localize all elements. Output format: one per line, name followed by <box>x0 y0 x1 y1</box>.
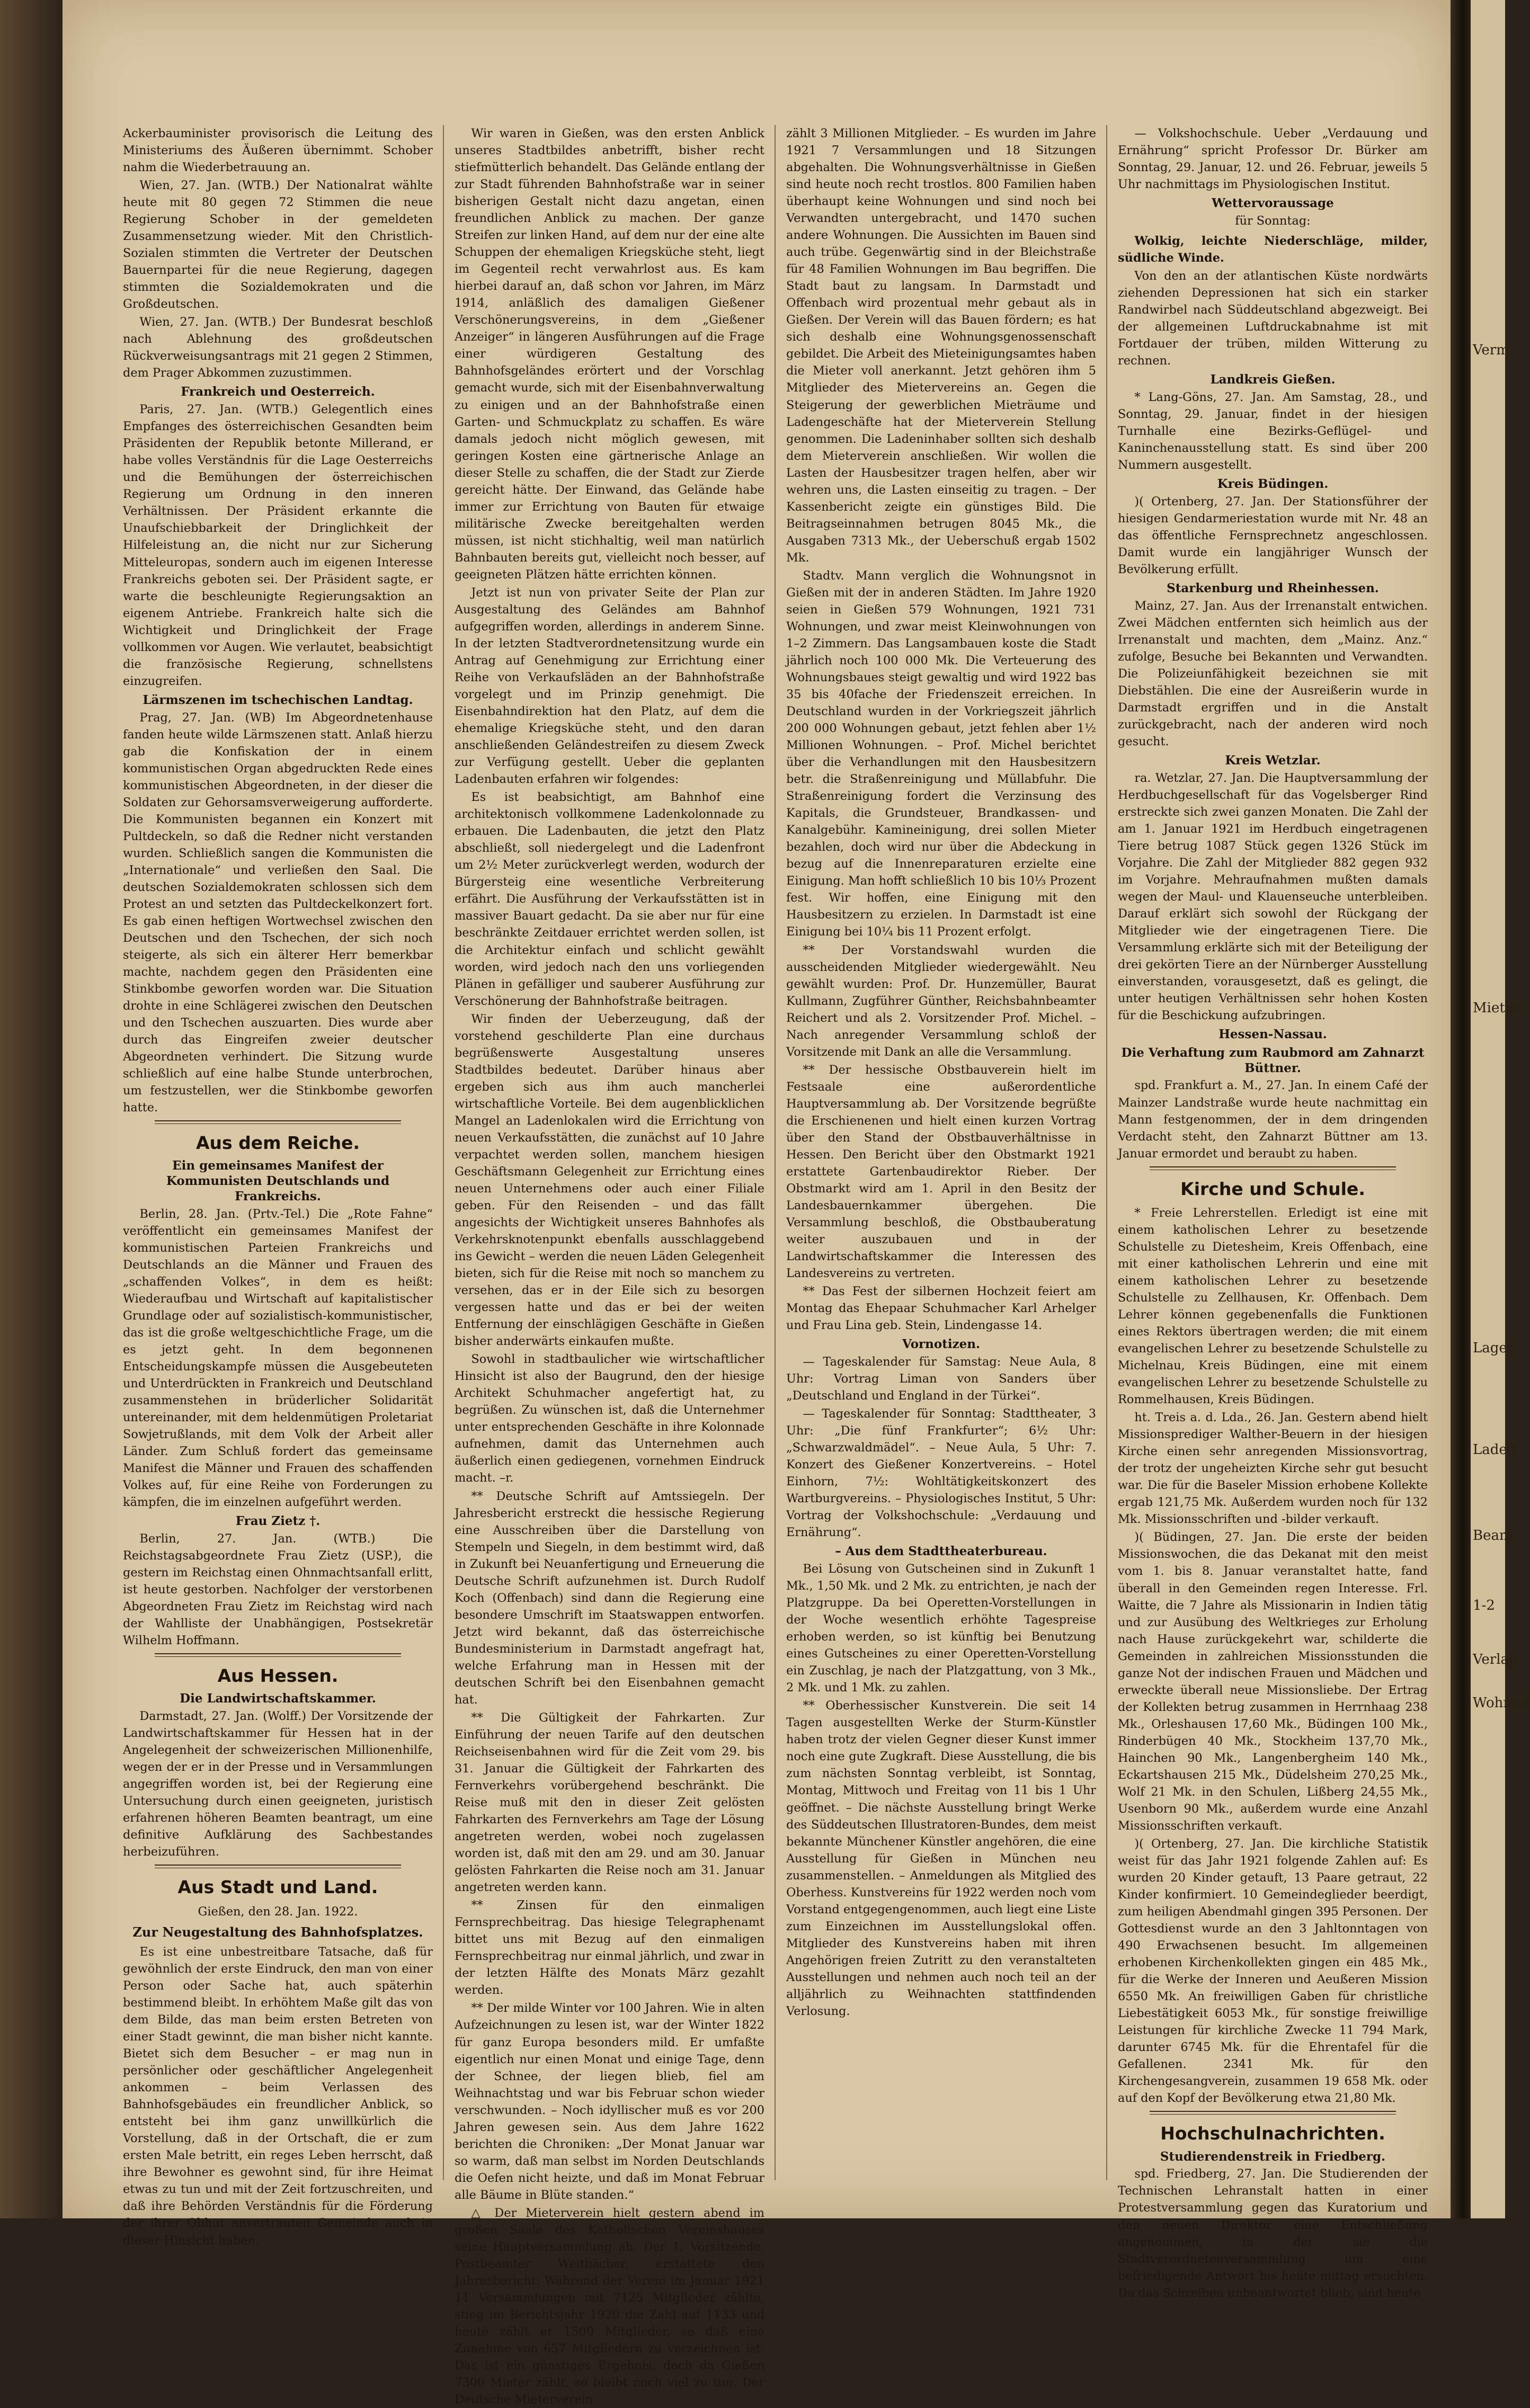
section-divider <box>155 1120 401 1124</box>
article-headline: Starkenburg und Rheinhessen. <box>1167 581 1379 595</box>
article-headline: Kreis Wetzlar. <box>1225 753 1321 768</box>
article-paragraph: Stadtv. Mann verglich die Wohnungsnot in Gießen mit der in anderen Städten. Im Jahre 1920 seien in Gießen 579 Wohnungen, 1921 731 Wohnungen, und zwar meist Kleinwohnungen von 1–2 Zimmern. Das Langsambauen koste die Stadt jährlich noch 100 000 Mk. Die Verteuerung des Wohnungsbaues steigt gewaltig und wird 1922 bas 35 bis 40fache der Friedenszeit erreichen. In Deutschland wurden in der Vorkriegszeit jährlich 200 000 Wohnungen gebaut, jetzt fehlen aber 1½ Millionen Wohnungen. – Prof. Michel berichtet über die Verhandlungen mit den Hausbesitzern betr. die Straßenreinigung und Müllabfuhr. Die Straßenreinigung fordert die Verzinsung des Kapitals, die Grundsteuer, Brandkassen- und Kanalgebühr. Kamineinigung, drei sollen Mieter bezahlen, doch wird nur über die Abdeckung in bezug auf die Innenreparaturen erzielte eine Einigung. Man hofft schließlich 10 bis 10⅓ Prozent fest. Wir hoffen, eine Einigung mit den Hausbesitzern zu erzielen. In Darmstadt ist eine Einigung bei 10¼ bis 11 Prozent erfolgt. <box>786 568 1096 939</box>
article-paragraph: Ackerbauminister provisorisch die Leitung des Ministeriums des Äußeren übernimmt. Schober nahm die Wiederbetrauung an. <box>123 127 433 175</box>
article-paragraph: Es ist eine unbestreitbare Tatsache, daß für gewöhnlich der erste Eindruck, den man von einer Person oder Sache hat, auch späterhin bestimmend bleibt. In erhöhtem Maße gilt das von dem Bilde, das man beim ersten Betreten von einer Stadt gewinnt, die man bisher nicht kannte. Bietet sich dem Besucher – er mag nun in persönlicher oder geschäftlicher Angelegenheit ankommen – beim Verlassen des Bahnhofsgebäudes ein freundlicher Anblick, so entsteht bei ihm ganz unwillkürlich die Vorstellung, daß in der Ortschaft, die er zum ersten Male betritt, ein reges Leben herrscht, daß ihre Bewohner es gewohnt sind, für ihre Heimat etwas zu tun und mit der Zeit fortzuschreiten, und daß ihre Behörden Verständnis für die Förderung der ihrer Obhut anvertrauten Gemeinde auch in dieser Hinsicht haben. <box>123 1945 433 2248</box>
column-3 <box>786 125 1096 2180</box>
neighbor-fragment: Beam <box>1473 1528 1513 1544</box>
article-headline: – Aus dem Stadttheaterbureau. <box>835 1544 1047 1559</box>
section-title: Aus Stadt und Land. <box>177 1877 378 1898</box>
article-headline: Die Verhaftung zum Raubmord am Zahnarzt Büttner. <box>1121 1045 1425 1075</box>
article-paragraph: ** Oberhessischer Kunstverein. Die seit 14 Tagen ausgestellten Werke der Sturm-Künstler haben trotz der vielen Gegner dieser Kunst immer noch eine gute Zugkraft. Diese Ausstellung, die bis zum nächsten Sonntag verbleibt, ist Sonntag, Montag, Mittwoch und Freitag von 11 bis 1 Uhr geöffnet. – Die nächste Ausstellung bringt Werke des Süddeutschen Illustratoren-Bundes, dem meist bekannte Münchener Künstler angehören, die eine Ausstellung für Gießen in München neu zusammenstellen. – Anmeldungen als Mitglied des Oberhess. Kunstvereins für 1922 werden noch vom Vorstand entgegengenommen, auch liegt eine Liste zum Einzeichnen im Ausstellungslokal offen. Mitglieder des Kunstvereins haben mit ihren Angehörigen freien Zutritt zu den veranstalteten Ausstellungen und nehmen auch noch teil an der alljährlich zu Weihnachten stattfindenden Verlosung. <box>786 1699 1096 2018</box>
article-paragraph: — Volkshochschule. Ueber „Verdauung und Ernährung“ spricht Professor Dr. Bürker am Sonntag, 29. Januar, 12. und 26. Februar, jeweils 5 Uhr nachmittags im Physiologischen Institut. <box>1118 127 1428 192</box>
article-paragraph: Wolkig, leichte Niederschläge, milder, südliche Winde. <box>1118 234 1428 265</box>
dateline: Gießen, den 28. Jan. 1922. <box>198 1904 358 1919</box>
neighbor-fragment: Wohnun <box>1473 1695 1530 1711</box>
article-paragraph: Berlin, 28. Jan. (Prtv.-Tel.) Die „Rote Fahne“ veröffentlicht ein gemeinsames Manifest der kommunistischen Parteien Frankreichs und Deutschlands an die Männer und Frauen des „schaffenden Volkes“, in dem es heißt: Wiederaufbau und Wirtschaft auf kapitalistischer Grundlage oder auf sozialistisch-kommunistischer, das ist die große weltgeschichtliche Frage, um die es jetzt geht. In dem begonnenen Entscheidungskampfe müssen die Ausgebeuteten und Unterdrückten in Frankreich und Deutschland zusammenstehen in brüderlicher Solidarität untereinander, mit dem heldenmütigen Proletariat Sowjetrußlands, mit dem Volk der Arbeit aller Länder. Zum Schluß fordert das gemeinsame Manifest die Männer und Frauen des schaffenden Volkes auf, für eine Reihe von Forderungen zu kämpfen, die im einzelnen aufgeführt werden. <box>123 1207 433 1510</box>
article-paragraph: Mainz, 27. Jan. Aus der Irrenanstalt entwichen. Zwei Mädchen entfernten sich heimlich aus der Irrenanstalt und machten, dem „Mainz. Anz.“ zufolge, Besuche bei Bekannten und Verwandten. Die Polizeiunfähigkeit bezeichnen sie mit Diebstählen. Die eine der Ausreißerin wurde in Darmstadt ergriffen und in die Anstalt zurückgebracht, nach der anderen wird noch gesucht. <box>1118 599 1428 748</box>
article-paragraph: — Tageskalender für Sonntag: Stadttheater, 3 Uhr: „Die fünf Frankfurter“; 6½ Uhr: „Schwarzwaldmädel“. – Neue Aula, 5 Uhr: 7. Konzert des Gießener Konzertvereins. – Hotel Einhorn, 7½: Wohltätigkeitskonzert des Wartburgvereins. – Physiologisches Institut, 5 Uhr: Vortrag der Volkshochschule: „Verdauung und Ernährung“. <box>786 1407 1096 1540</box>
article-paragraph: )( Büdingen, 27. Jan. Die erste der beiden Missionswochen, die das Dekanat mit den meist vom 1. bis 8. Januar veranstaltet hatte, fand überall in den Gemeinden regen Interesse. Frl. Waitte, die 7 Jahre als Missionarin in Indien tätig und zur Ausübung des Weltkrieges zur Erholung nach Hause zurückgekehrt war, schilderte die Gemeinden in zahlreichen Missionsstunden die ganze Not der indischen Frauen und Mädchen und erweckte überall neue Missionsliebe. Der Ertrag der Kollekten betrug zusammen in Herrnhaag 238 Mk., Orleshausen 17,60 Mk., Büdingen 100 Mk., Rinderbügen 40 Mk., Stockheim 137,70 Mk., Hainchen 90 Mk., Langenbergheim 140 Mk., Eckartshausen 215 Mk., Düdelsheim 270,25 Mk., Wolf 21 Mk. in den Schulen, Lißberg 24,55 Mk., Usenborn 90 Mk., außerdem wurde eine Anzahl Missionsschriften verkauft. <box>1118 1530 1428 1833</box>
article-paragraph: Jetzt ist nun von privater Seite der Plan zur Ausgestaltung des Geländes am Bahnhof aufgegriffen worden, allerdings in anderem Sinne. In der letzten Stadtverordnetensitzung wurde ein Antrag auf Genehmigung zur Errichtung einer Reihe von Verkaufsläden an der Bahnhofstraße vorgelegt und im Prinzip genehmigt. Die Eisenbahndirektion hat den Platz, auf dem die ehemalige Kriegsküche steht, und den daran anschließenden Geländestreifen zu diesem Zweck zur Verfügung gestellt. Ueber die geplanten Ladenbauten erfahren wir folgendes: <box>455 585 764 787</box>
article-paragraph: spd. Friedberg, 27. Jan. Die Studierenden der Technischen Lehranstalt hatten in einer Protestversammlung gegen das Kuratorium und den neuen Direktor eine Entschließung angenommen, in der sie die Stadtverordnetenversammlung um eine befriedigende Antwort bis heute mittag ersuchten. Da das Schreiben unbeantwortet blieb, sind heute <box>1118 2167 1428 2300</box>
article-paragraph: ** Das Fest der silbernen Hochzeit feiert am Montag das Ehepaar Schuhmacher Karl Arhelger und Frau Lina geb. Stein, Lindengasse 14. <box>786 1285 1096 1333</box>
section-divider <box>1150 1166 1396 1170</box>
section-divider <box>155 1865 401 1868</box>
article-paragraph: Prag, 27. Jan. (WB) Im Abgeordnetenhause fanden heute wilde Lärmszenen statt. Anlaß hierzu gab die Konfiskation der in einem kommunistischen Organ abgedruckten Rede eines kommunistischen Abgeordneten, in der dieser die Soldaten zur Gehorsamsverweigerung aufforderte. Die Kommunisten begannen ein Konzert mit Pultdeckeln, so daß die Redner nicht verstanden wurden. Schließlich sangen die Kommunisten die „Internationale“ und verließen den Saal. Die deutschen Sozialdemokraten schlossen sich dem Protest an und setzten das Pultdeckelkonzert fort. Es gab einen heftigen Wortwechsel zwischen den Deutschen und den Tschechen, der sich noch steigerte, als sich ein älterer Herr bemerkbar machte, nachdem gegen den Präsidenten eine Stinkbombe geworfen worden war. Die Situation drohte in eine Schlägerei zwischen den Deutschen und den Tschechen auszuarten. Dies wurde aber durch das Eingreifen zweier deutscher Abgeordneten verhindert. Die Sitzung wurde schließlich auf eine halbe Stunde unterbrochen, um festzustellen, wer die Stinkbombe geworfen hatte. <box>123 710 433 1115</box>
article-paragraph: zählt 3 Millionen Mitglieder. – Es wurden im Jahre 1921 7 Versammlungen und 18 Sitzungen abgehalten. Die Wohnungsverhältnisse in Gießen sind heute noch recht trostlos. 800 Familien haben überhaupt keine Wohnungen und sind noch bei Verwandten untergebracht, und 1470 suchen andere Wohnungen. Die Aussichten im Bauen sind auch trübe. Gegenwärtig sind in der Bleichstraße für 48 Familien Wohnungen im Bau begriffen. Die Stadt baut zu langsam. In Darmstadt und Offenbach wird prozentual mehr gebaut als in Gießen. Der Verein will das Bauen fördern; es hat sich deshalb eine Wohnungsgenossenschaft gebildet. Die Arbeit des Mieteinigungsamtes haben die Mieter voll anerkannt. Jetzt gehören ihm 5 Mitglieder des Mietervereins an. Gegen die Steigerung der gewerblichen Mieträume und Ladengeschäfte hat der Mieterverein Stellung genommen. Die Ladeninhaber sollten sich deshalb dem Mieterverein anschließen. Wir wollen die Lasten der Hausbesitzer tragen helfen, aber wir wehren uns, die Lasten einseitig zu tragen. – Der Kassenbericht zeigte ein günstiges Bild. Die Beitragseinnahmen betrugen 8045 Mk., die Ausgaben 7313 Mk., der Ueberschuß ergab 1502 Mk. <box>786 127 1096 565</box>
binding-edge <box>0 0 63 2218</box>
column-1 <box>123 125 433 2248</box>
article-paragraph: ** Zinsen für den einmaligen Fernsprechbeitrag. Das hiesige Telegraphenamt bittet uns mit Bezug auf den einmaligen Fernsprechbeitrag nur einmal jährlich, und zwar in der letzten Hälfte des Monats März gezahlt werden. <box>455 1898 764 1997</box>
section-title: Kirche und Schule. <box>1180 1178 1365 1199</box>
article-paragraph: ht. Treis a. d. Lda., 26. Jan. Gestern abend hielt Missionsprediger Walther-Beuern in der hiesigen Kirche einen sehr anregenden Missionsvortrag, der trotz der ungeheizten Kirche sehr gut besucht war. Die für die Baseler Mission erhobene Kollekte ergab 121,75 Mk. Außerdem wurden noch für 132 Mk. Missionsschriften und -bilder verkauft. <box>1118 1411 1428 1527</box>
section-divider <box>155 1653 401 1657</box>
neighbor-fragment: Laden <box>1473 1442 1516 1458</box>
article-paragraph: Wien, 27. Jan. (WTB.) Der Nationalrat wählte heute mit 80 gegen 72 Stimmen die neue Regierung Schober in der gemeldeten Zusammensetzung wieder. Mit den Christlich-Sozialen stimmten die Vertreter der Deutschen Bauernpartei für die neue Regierung, dagegen stimmten die Sozialdemokraten und die Großdeutschen. <box>123 179 433 311</box>
neighbor-fragment: 1-2 <box>1473 1598 1495 1613</box>
article-paragraph: Es ist beabsichtigt, am Bahnhof eine architektonisch vollkommene Ladenkolonnade zu erbauen. Die Ladenbauten, die jetzt den Platz abschließt, soll niedergelegt und die Ladenfront um 2½ Meter zurückverlegt werden, wodurch der Bürgersteig eine wesentliche Verbreiterung erfährt. Die Ausführung der Verkaufsstätten ist in massiver Bauart gedacht. Da sie aber nur für eine beschränkte Zeitdauer errichtet werden sollen, ist die Architektur einfach und schlicht gewählt worden, wird jedoch nach den uns vorliegenden Plänen in gefälliger und sauberer Ausführung zur Verschönerung der Bahnhofstraße beitragen. <box>455 790 764 1008</box>
neighbor-fragment: Verm <box>1473 342 1509 358</box>
article-paragraph: Berlin, 27. Jan. (WTB.) Die Reichstagsabgeordnete Frau Zietz (USP.), die gestern im Reichstag einen Ohnmachtsanfall erlitt, ist heute gestorben. Nachfolger der verstorbenen Abgeordneten Frau Zietz im Reichstag wird nach der Wahlliste der Unabhängigen, Postsekretär Wilhelm Hoffmann. <box>123 1532 433 1648</box>
column-rule <box>443 125 444 2180</box>
article-paragraph: Wien, 27. Jan. (WTB.) Der Bundesrat beschloß nach Ablehnung des großdeutschen Rückverweisungsantrags mit 21 gegen 2 Stimmen, dem Prager Abkommen zuzustimmen. <box>123 315 433 380</box>
section-title: Aus dem Reiche. <box>195 1132 360 1154</box>
article-paragraph: Von den an der atlantischen Küste nordwärts ziehenden Depressionen hat sich ein starker Randwirbel nach Süddeutschland abgezweigt. Bei der allgemeinen Luftdruckabnahme ist mit Fortdauer der trüben, milden Witterung zu rechnen. <box>1118 269 1428 368</box>
article-headline: Die Landwirtschaftskammer. <box>180 1691 376 1706</box>
article-paragraph: ** Deutsche Schrift auf Amtssiegeln. Der Jahresbericht erstreckt die hessische Regierung eine Ausschreiben über die Darstellung von Stempeln und Siegeln, in dem bestimmt wird, daß in Zukunft bei Neuanfertigung und Erneuerung die Deutsche Schrift aufzunehmen ist. Durch Rudolf Koch (Offenbach) sind dann die Regierung eine besondere Umschrift im Staatswappen entworfen. Jetzt wird bekannt, daß das österreichische Bundesministerium in Darmstadt angefragt hat, welche Erfahrung man in Hessen mit der deutschen Schrift bei den Eisenbahnen gemacht hat. <box>455 1489 764 1707</box>
article-paragraph: Paris, 27. Jan. (WTB.) Gelegentlich eines Empfanges des österreichischen Gesandten beim Präsidenten der Republik betonte Millerand, er habe volles Verständnis für die Lage Oesterreichs und die Bemühungen der österreichischen Regierung um Ordnung in den inneren Verhältnissen. Der Präsident erkannte die Unaufschiebbarkeit der Dringlichkeit der Hilfeleistung an, die nicht nur zur Sicherung Mitteleuropas, sondern auch im eigenen Interesse Frankreichs geboten sei. Der Präsident sagte, er warte die beschleunigte Regierungsaktion an eigenem Antriebe. Frankreich halte sich die Wichtigkeit und Dringlichkeit der Frage vollkommen vor Augen. Wie verlautet, beabsichtigt die französische Regierung, schnellstens einzugreifen. <box>123 403 433 688</box>
article-headline: Hessen-Nassau. <box>1218 1027 1327 1042</box>
article-paragraph: )( Ortenberg, 27. Jan. Die kirchliche Statistik weist für das Jahr 1921 folgende Zahlen auf: Es wurden 20 Kinder getauft, 13 Paare getraut, 22 Kinder konfirmiert. 10 Gemeindeglieder beerdigt, zum heiligen Abendmahl gingen 395 Personen. Der Gottesdienst wurde an den 3 Jahltonntagen von 490 Erwachsenen besucht. Im allgemeinen erhobenen Kirchenkollekten gingen ein 485 Mk., für die Werke der Inneren und Aeußeren Mission 6550 Mk. An freiwilligen Gaben für christliche Liebestätigkeit 6053 Mk., für sonstige freiwillige Leistungen für kirchliche Zwecke 11 794 Mark, darunter 6745 Mk. für die Ehrentafel für die Gefallenen. 2341 Mk. für den Kirchengesangverein, zusammen 19 658 Mk. oder auf den Kopf der Bevölkerung etwa 21,80 Mk. <box>1118 1836 1428 2106</box>
article-headline: Vornotizen. <box>902 1337 981 1352</box>
article-paragraph: )( Ortenberg, 27. Jan. Der Stationsführer der hiesigen Gendarmeriestation wurde mit Nr. 48 an das öffentliche Fernsprechnetz angeschlossen. Damit wurde ein langjähriger Wunsch der Bevölkerung erfüllt. <box>1118 494 1428 576</box>
article-paragraph: Darmstadt, 27. Jan. (Wolff.) Der Vorsitzende der Landwirtschaftskammer für Hessen hat in der Angelegenheit der schweizerischen Millionenhilfe, wegen der er in der Presse und in Versammlungen angegriffen worden ist, bei der Regierung eine Untersuchung durch einen geeigneten, juristisch erfahrenen höheren Beamten beantragt, um eine definitive Aufklärung des Sachbestandes herbeizuführen. <box>123 1709 433 1859</box>
book-gutter <box>1451 0 1471 2218</box>
section-divider <box>1150 2111 1396 2115</box>
article-paragraph: ** Der hessische Obstbauverein hielt im Festsaale eine außerordentliche Hauptversammlung ab. Der Vorsitzende begrüßte die Erschienenen und hielt einen kurzen Vortrag über den Stand der Obstbauverhältnisse in Hessen. Den Bericht über den Obstmarkt 1921 erstattete Gartenbaudirektor Rieber. Der Obstmarkt wird am 1. April in den Besitz der Landesbauernkammer übergehen. Die Versammlung beschloß, die Obstbauberatung weiter auszubauen und in der Landwirtschaftskammer die Interessen des Landesvereins zu vertreten. <box>786 1063 1096 1281</box>
article-paragraph: Bei Lösung von Gutscheinen sind in Zukunft 1 Mk., 1,50 Mk. und 2 Mk. zu entrichten, je nach der Platzgruppe. Da bei Operetten-Vorstellungen in der Woche wesentlich erhöhte Tagespreise erhoben werden, so ist künftig bei Benutzung eines Gutscheines zu einer Operetten-Vorstellung ein Zuschlag, je nach der Platzgattung, von 3 Mk., 2 Mk. und 1 Mk. zu zahlen. <box>786 1562 1096 1695</box>
adjacent-page-strip <box>1471 0 1530 2218</box>
article-headline: Zur Neugestaltung des Bahnhofsplatzes. <box>132 1924 423 1940</box>
article-paragraph: * Freie Lehrerstellen. Erledigt ist eine mit einem katholischen Lehrer zu besetzende Schulstelle zu Dietesheim, Kreis Offenbach, eine mit einer katholischen Lehrerin und eine mit einem katholischen Lehrer zu besetzende Schulstelle zu Zellhausen, Kr. Offenbach. Dem Lehrer können gegebenenfalls die Funktionen eines Rektors übertragen werden; die mit einem evangelischen Lehrer zu besetzende Schulstelle zu Michelnau, Kreis Büdingen, eine mit einem evangelischen Lehrer zu besetzende Schulstelle zu Rommelhausen, Kreis Büdingen. <box>1118 1206 1428 1407</box>
article-paragraph: Wir waren in Gießen, was den ersten Anblick unseres Stadtbildes anbetrifft, bisher recht stiefmütterlich behandelt. Das Gelände entlang der zur Stadt führenden Bahnhofstraße war in seiner bisherigen Gestalt nicht dazu angetan, einen freundlichen Anblick zu machen. Der ganze Streifen zur linken Hand, auf dem nur der eine alte Schuppen der ehemaligen Kriegsküche steht, liegt im Gegenteil recht verwahrlost aus. Es kam hierbei darauf an, daß schon vor Jahren, im März 1914, anläßlich des damaligen Gießener Verschönerungsvereins, in dem „Gießener Anzeiger“ in längeren Ausführungen auf die Frage einer würdigeren Gestaltung des Bahnhofsgeländes erörtert und der Vorschlag gemacht wurde, sich mit der Eisenbahnverwaltung zu einigen und an der Bahnhofstraße einen Garten- und Schmuckplatz zu schaffen. Es wäre damals jedoch nicht möglich gewesen, mit geringen Kosten eine gärtnerische Anlage an dieser Stelle zu schaffen, die der Stadt zur Zierde gereicht hätte. Der Einwand, das Gelände habe immer zur Errichtung von Bauten für etwaige militärische Zwecke bereitgehalten werden müssen, ist nicht stichhaltig, weil man natürlich Bahnbauten bereits gut, vielleicht noch besser, auf geeigneten Plätzen hätte errichten können. <box>455 127 764 582</box>
article-paragraph: Sowohl in stadtbaulicher wie wirtschaftlicher Hinsicht ist also der Baugrund, den der hiesige Architekt Schuhmacher angefertigt hat, zu begrüßen. Zu wünschen ist, daß die Unternehmer unter entsprechenden Geschäfte in ihre Kolonnade aufnehmen, damit das Unternehmen auch äußerlich einen gediegenen, vornehmen Eindruck macht. –r. <box>455 1352 764 1485</box>
section-title: Hochschulnachrichten. <box>1160 2123 1385 2144</box>
article-paragraph: * Lang-Göns, 27. Jan. Am Samstag, 28., und Sonntag, 29. Januar, findet in der hiesigen Turnhalle eine Bezirks-Geflügel- und Kaninchenausstellung statt. Es sind über 200 Nummern ausgestellt. <box>1118 390 1428 472</box>
neighbor-fragment: Lager <box>1473 1340 1514 1356</box>
article-paragraph: — Tageskalender für Samstag: Neue Aula, 8 Uhr: Vortrag Liman von Sanders über „Deutschland und England in der Türkei“. <box>786 1354 1096 1403</box>
article-paragraph: ** Die Gültigkeit der Fahrkarten. Zur Einführung der neuen Tarife auf den deutschen Reichseisenbahnen wird für die Zeit vom 29. bis 31. Januar die Gültigkeit der Fahrkarten des Fernverkehrs vorübergehend beschränkt. Die Reise muß mit den in dieser Zeit gelösten Fahrkarten des Fernverkehrs am Tage der Lösung angetreten werden, wobei noch zugelassen worden ist, daß mit den am 29. und am 30. Januar gelösten Fahrkarten die Reise noch am 31. Januar angetreten werden kann. <box>455 1710 764 1895</box>
article-headline: Wettervoraussage <box>1212 196 1334 211</box>
section-title: Aus Hessen. <box>217 1665 339 1687</box>
article-paragraph: △ Der Mieterverein hielt gestern abend im großen Saale des Katholischen Vereinshauses seine Hauptversammlung ab. Der 1. Vorsitzende, Postbeamter Weitbächer, erstattete den Jahresbericht: Während der Verein im Januar 1921 11 Versammlungen mit 7125 Mitglieder zählte, stieg im Berichtsjahr 1920 die Zahl auf 1133 und heute zählt er 1500 Mitglieder, so daß eine Zunahme von 657 Mitgliedern zu verzeichnen ist. Das ist ein günstiges Ergebnis; doch da Gießen 7300 Mieter zählt, so bleibt noch viel zu tun. Der Deutsche Mieterverein <box>455 2206 764 2407</box>
article-paragraph: ra. Wetzlar, 27. Jan. Die Hauptversammlung der Herdbuchgesellschaft für das Vogelsberger Rind erstreckte sich zwei ganzen Monaten. Die Zahl der am 1. Januar 1921 im Herdbuch eingetragenen Tiere betrug 1087 Stück gegen 1326 Stück im Vorjahre. Die Zahl der Mitglieder 882 gegen 932 im Vorjahre. Mehraufnahmen mußten damals wegen der Maul- und Klauenseuche unterbleiben. Darauf erklärt sich sowohl der Rückgang der Mitglieder wie der eingetragenen Tiere. Die Versammlung erklärte sich mit der Beteiligung der drei gekörten Tiere an der Nürnberger Ausstellung einverstanden, vorausgesetzt, daß es gelingt, die unter heutigen Verhältnissen sehr hohen Kosten für die Beschickung aufzubringen. <box>1118 771 1428 1023</box>
weather-subtitle: für Sonntag: <box>1235 213 1311 228</box>
article-headline: Studierendenstreik in Friedberg. <box>1160 2149 1386 2164</box>
neighbor-fragment: Mietge <box>1473 1000 1522 1016</box>
article-paragraph: spd. Frankfurt a. M., 27. Jan. In einem Café der Mainzer Landstraße wurde heute nachmittag ein Mann festgenommen, der in dem dringenden Verdacht steht, den Zahnarzt Büttner am 13. Januar ermordet und beraubt zu haben. <box>1118 1078 1428 1161</box>
column-rule <box>775 125 776 2180</box>
article-headline: Lärmszenen im tschechischen Landtag. <box>143 692 413 707</box>
article-headline: Landkreis Gießen. <box>1210 372 1336 387</box>
neighbor-fragment: Verlag <box>1473 1652 1518 1667</box>
column-2 <box>455 125 764 2407</box>
article-paragraph: Wir finden der Ueberzeugung, daß der vorstehend geschilderte Plan eine durchaus begrüßenswerte Ausgestaltung unseres Stadtbildes bedeutet. Darüber hinaus aber ergeben sich aus ihm auch mancherlei wirtschaftliche Vorteile. Bei dem augenblicklichen Mangel an Ladenlokalen wird die Errichtung von neuen Verkaufsstätten, die zunächst auf 10 Jahre verpachtet werden sollen, manchem hiesigen Geschäftsmann Gelegenheit zur Errichtung eines neuen Unternehmens oder auch einer Filiale geben. Für den Reisenden – und das fällt angesichts der Wichtigkeit unseres Bahnhofes als Verkehrsknotenpunkt ebenfalls ausschlaggebend ins Gewicht – werden die neuen Läden Gelegenheit bieten, sich für die Reise mit noch so manchem zu versehen, das er in der Eile sich zu besorgen vergessen hatte und das er bei der weiten Entfernung der einschlägigen Geschäfte in Gießen bisher anderwärts einkaufen mußte. <box>455 1012 764 1349</box>
article-paragraph: ** Der milde Winter vor 100 Jahren. Wie in alten Aufzeichnungen zu lesen ist, war der Winter 1822 für ganz Europa besonders mild. Er umfaßte eigentlich nur einen Monat und einige Tage, denn der Schnee, der liegen blieb, fiel am Weihnachtstag und war bis Februar schon wieder verschwunden. – Noch idyllischer muß es vor 200 Jahren gewesen sein. Aus dem Jahre 1622 berichten die Chroniken: „Der Monat Januar war so warm, daß man selbst im Norden Deutschlands die Oefen nicht heizte, und daß im Monat Februar alle Bäume in Blüte standen.“ <box>455 2001 764 2202</box>
article-headline: Frankreich und Oesterreich. <box>181 385 375 399</box>
column-rule <box>1106 125 1107 2180</box>
article-headline: Frau Zietz †. <box>235 1514 321 1529</box>
article-paragraph: ** Der Vorstandswahl wurden die ausscheidenden Mitglieder wiedergewählt. Neu gewählt wurden: Prof. Dr. Hunzemüller, Baurat Kullmann, Zugführer Günther, Reichsbahnbeamter Reichert und als 2. Vorsitzender Prof. Michel. – Nach anregender Versammlung schloß der Vorsitzende mit Dank an alle die Versammlung. <box>786 943 1096 1059</box>
column-4 <box>1118 125 1428 2300</box>
article-headline: Kreis Büdingen. <box>1217 477 1329 492</box>
article-headline: Ein gemeinsames Manifest der Kommunisten Deutschlands und Frankreichs. <box>166 1158 390 1203</box>
